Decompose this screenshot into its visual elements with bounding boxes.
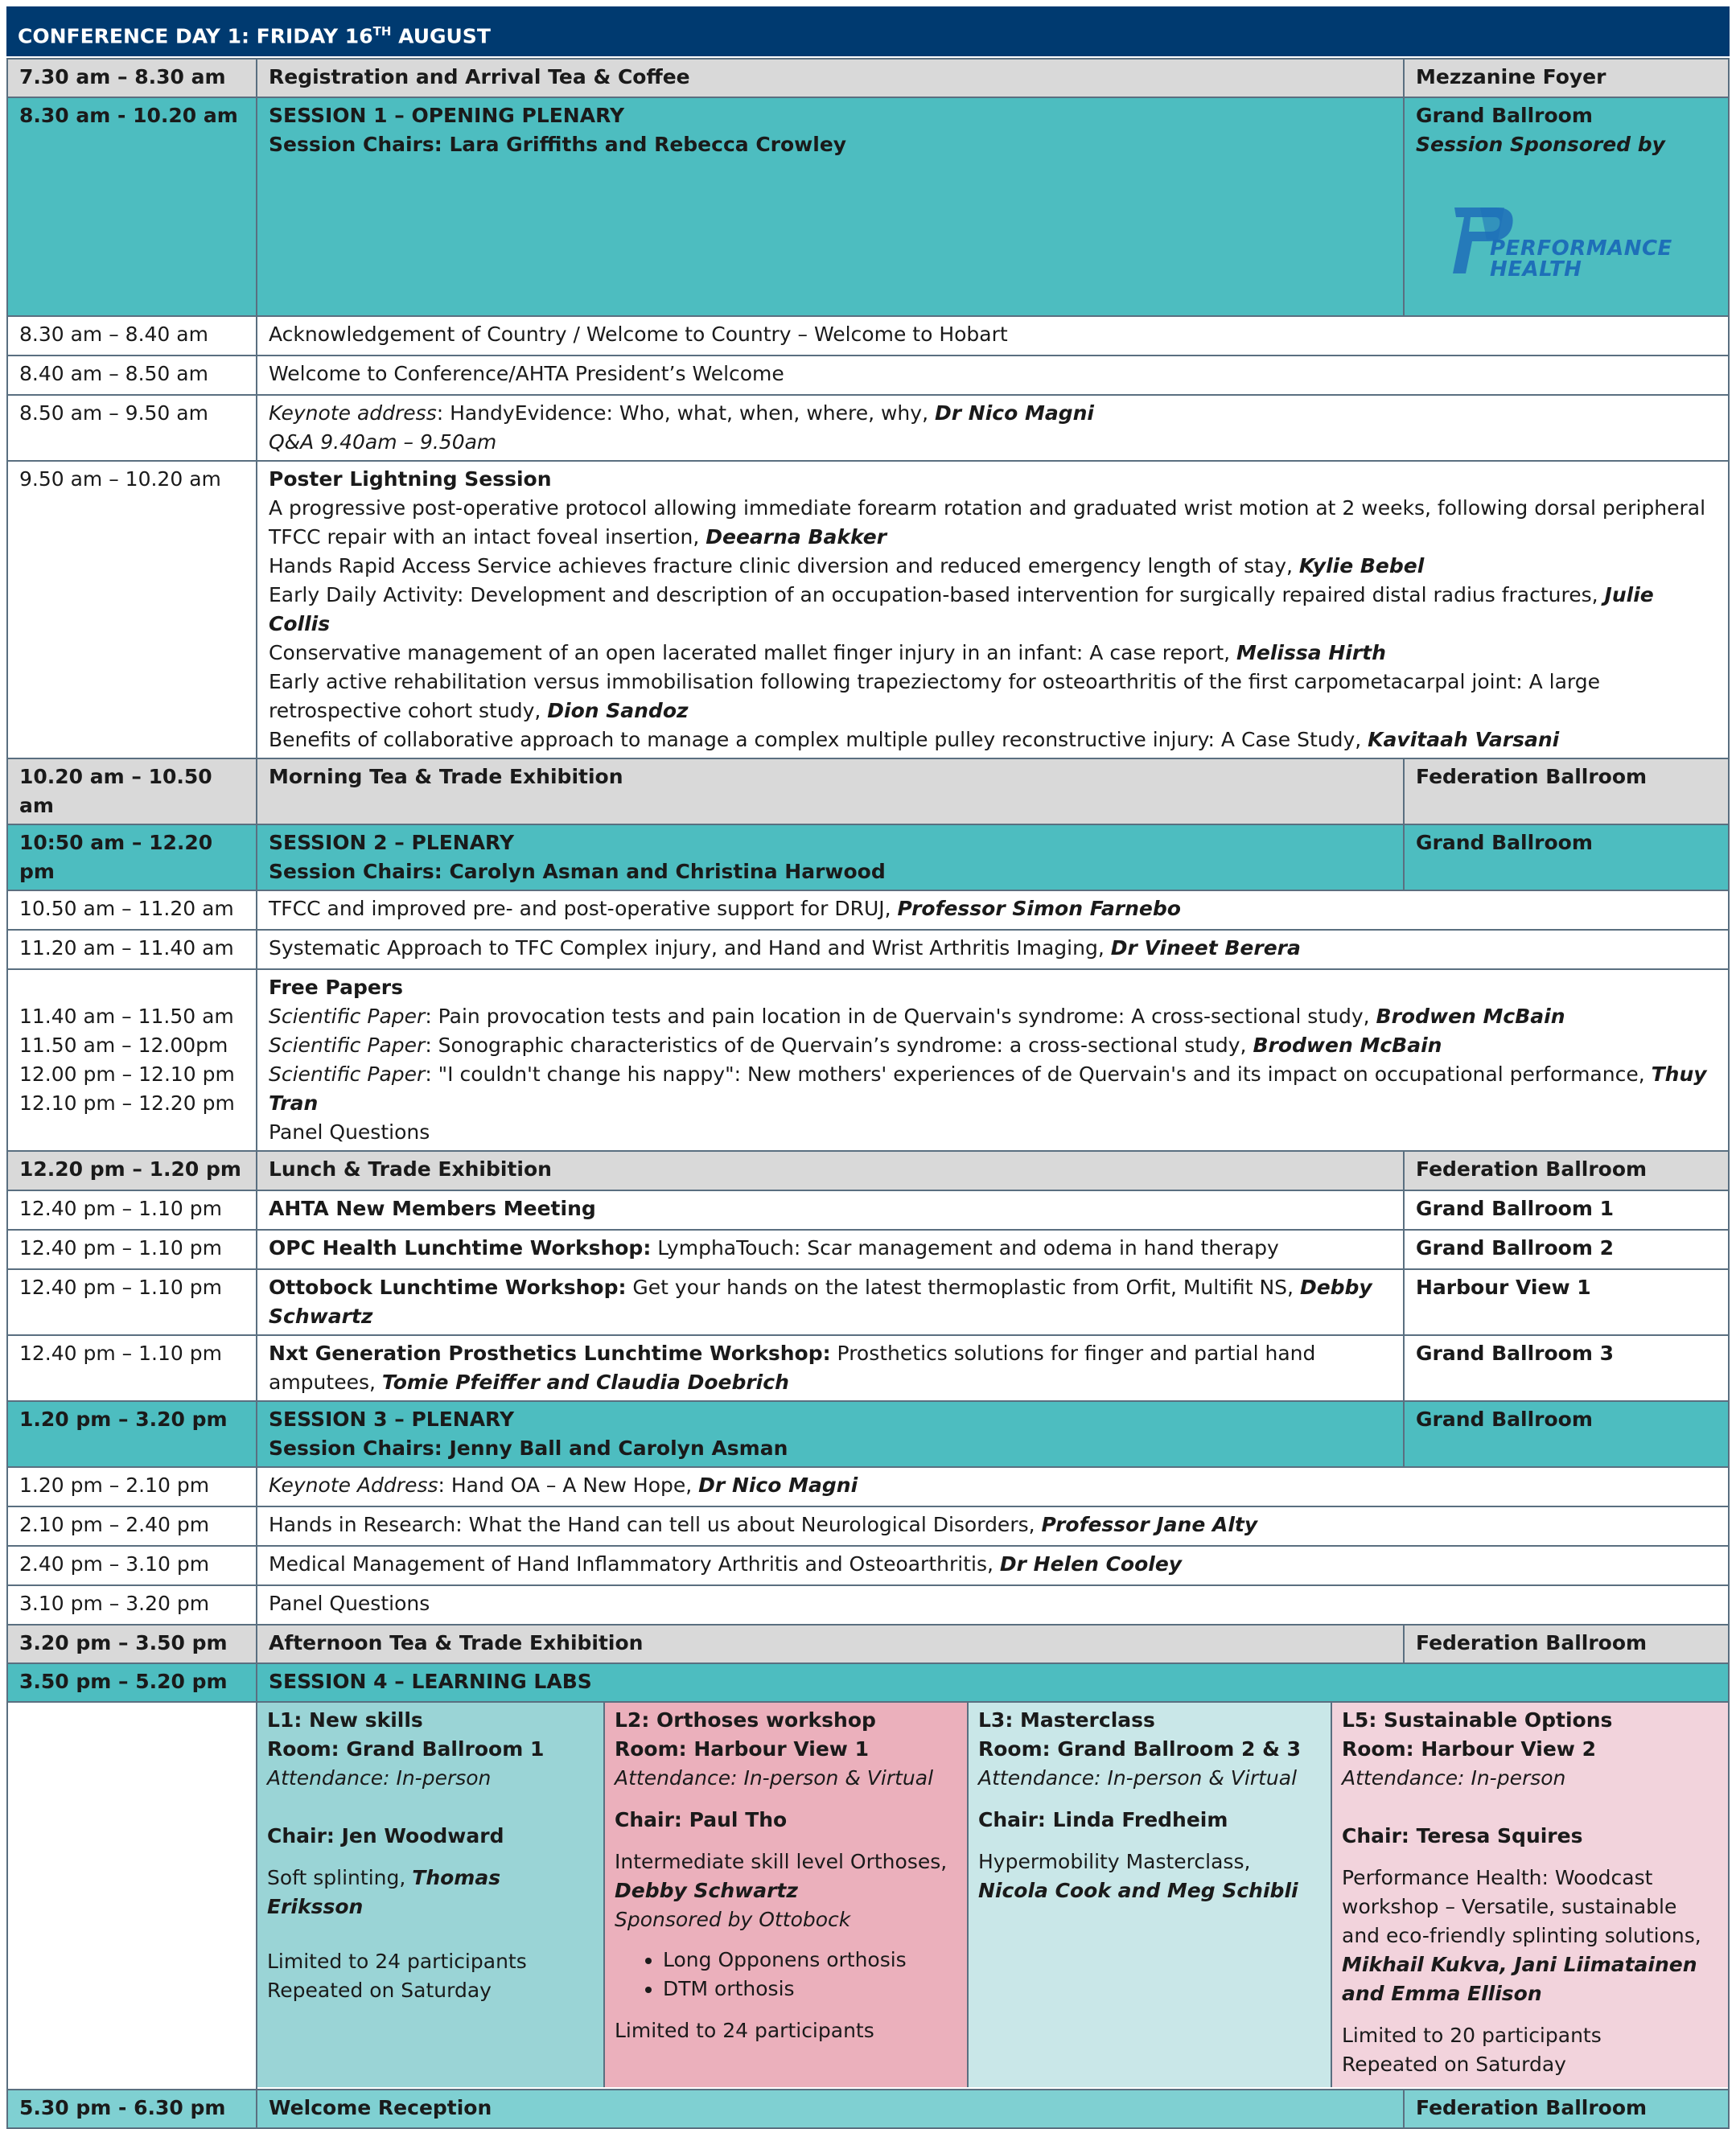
time-cell: 12.40 pm – 1.10 pm <box>7 1190 257 1230</box>
schedule-row <box>7 1269 1729 1335</box>
room-cell: Federation Ballroom <box>1404 758 1729 824</box>
time-cell: 8.50 am – 9.50 am <box>7 395 257 461</box>
speaker-name: Dion Sandoz <box>547 699 689 722</box>
workshop-text: LymphaTouch: Scar management and odema in hand therapy <box>651 1236 1279 1260</box>
session-title: SESSION 2 – PLENARY <box>269 831 515 854</box>
poster-item <box>269 639 1717 668</box>
free-papers-title: Free Papers <box>269 976 404 999</box>
room-cell: Harbour View 1 <box>1404 1269 1729 1335</box>
schedule-row <box>7 1335 1729 1401</box>
time-cell: 10.50 am – 11.20 am <box>7 890 257 930</box>
event-cell: AHTA New Members Meeting <box>257 1190 1404 1230</box>
speaker-name: Dr Nico Magni <box>698 1473 858 1497</box>
lab-attendance: Attendance: In-person <box>267 1766 492 1790</box>
paper-title: : "I couldn't change his nappy": New mothers' experiences of de Quervain's and its impact on occupational performance, <box>425 1062 1652 1086</box>
session-chairs: Session Chairs: Lara Griffiths and Rebecca Crowley <box>269 133 847 156</box>
labs-grid <box>257 1703 1728 2087</box>
speaker-name: Kylie Bebel <box>1298 554 1425 577</box>
poster-text: Hands Rapid Access Service achieves fracture clinic diversion and reduced emergency length of stay, <box>269 554 1299 577</box>
speaker-name: Mikhail Kukva, Jani Liimatainen and Emma Ellison <box>1342 1953 1697 2005</box>
workshop-name: Nxt Generation Prosthetics Lunchtime Workshop: <box>269 1342 831 1365</box>
lab-topic <box>267 1864 594 1921</box>
event-cell: Lunch & Trade Exhibition <box>257 1151 1404 1190</box>
speaker-name: Dr Nico Magni <box>934 401 1094 425</box>
speaker-name: Dr Helen Cooley <box>999 1552 1183 1576</box>
room-cell: Federation Ballroom <box>1404 1625 1729 1663</box>
session-chairs: Session Chairs: Carolyn Asman and Christina Harwood <box>269 860 886 883</box>
lab-sponsor: Sponsored by Ottobock <box>615 1908 851 1931</box>
lab-limit: Limited to 24 participants <box>267 1950 527 1973</box>
time-cell: 12.40 pm – 1.10 pm <box>7 1335 257 1401</box>
logo-text-line1: PERFORMANCE <box>1490 236 1672 261</box>
speaker-name: Brodwen McBain <box>1253 1034 1442 1057</box>
time-cell: 2.40 pm – 3.10 pm <box>7 1546 257 1585</box>
header-title-sup: TH <box>372 24 392 39</box>
sponsor-label: Session Sponsored by <box>1416 133 1665 156</box>
speaker-name: Thomas Eriksson <box>267 1866 501 1918</box>
time-cell: 3.10 pm – 3.20 pm <box>7 1585 257 1625</box>
schedule-row <box>7 890 1729 930</box>
paper-time: 12.00 pm – 12.10 pm <box>19 1062 235 1086</box>
room-cell: Mezzanine Foyer <box>1404 59 1729 97</box>
schedule-row <box>7 1546 1729 1585</box>
poster-item <box>269 494 1717 552</box>
keynote-label: Keynote Address <box>269 1473 438 1497</box>
speaker-name: Nicola Cook and Meg Schibli <box>978 1879 1298 1902</box>
paper-title: : Sonographic characteristics of de Quervain’s syndrome: a cross-sectional study, <box>425 1034 1253 1057</box>
paper-item <box>269 1002 1717 1031</box>
event-cell <box>257 395 1729 461</box>
schedule-row <box>7 59 1729 97</box>
paper-item <box>269 1031 1717 1060</box>
schedule-row <box>7 969 1729 1151</box>
lab-chair: Chair: Jen Woodward <box>267 1824 504 1847</box>
time-cell: 8.40 am – 8.50 am <box>7 356 257 395</box>
room-cell: Grand Ballroom <box>1404 824 1729 890</box>
speaker-name: Julie Collis <box>269 583 1654 635</box>
lab-chair: Chair: Teresa Squires <box>1342 1824 1583 1847</box>
talk-title: Medical Management of Hand Inflammatory Arthritis and Osteoarthritis, <box>269 1552 1000 1576</box>
lab-l2 <box>605 1703 969 2087</box>
session-cell: SESSION 4 – LEARNING LABS <box>257 1663 1729 1702</box>
lab-title: L1: New skills <box>267 1708 423 1732</box>
lab-attendance: Attendance: In-person & Virtual <box>615 1766 934 1790</box>
poster-session-title: Poster Lightning Session <box>269 467 552 491</box>
lab-limit: Limited to 24 participants <box>615 2019 874 2042</box>
event-cell <box>257 890 1729 930</box>
session-title: SESSION 3 – PLENARY <box>269 1408 515 1431</box>
time-cell: 3.50 pm – 5.20 pm <box>7 1663 257 1702</box>
paper-title: : Pain provocation tests and pain location in de Quervain's syndrome: A cross-sectional study, <box>425 1005 1376 1028</box>
poster-text: Early Daily Activity: Development and description of an occupation-based intervention for surgically repaired distal radius fractures, <box>269 583 1605 606</box>
talk-title: Hands in Research: What the Hand can tell us about Neurological Disorders, <box>269 1513 1042 1536</box>
event-cell <box>257 1335 1404 1401</box>
schedule-row <box>7 1151 1729 1190</box>
event-cell <box>257 969 1729 1151</box>
session-chairs: Session Chairs: Jenny Ball and Carolyn Asman <box>269 1436 788 1460</box>
lab-room: Room: Harbour View 1 <box>615 1737 870 1761</box>
lab-title: L5: Sustainable Options <box>1342 1708 1613 1732</box>
lab-bullet-list <box>615 1946 957 2004</box>
poster-item <box>269 581 1717 639</box>
header-title-pre: CONFERENCE DAY 1: FRIDAY 16 <box>18 24 373 48</box>
event-cell <box>257 1506 1729 1546</box>
workshop-name: Ottobock Lunchtime Workshop: <box>269 1276 627 1299</box>
lab-topic-text: Hypermobility Masterclass, <box>978 1850 1251 1873</box>
event-cell: Acknowledgement of Country / Welcome to Country – Welcome to Hobart <box>257 316 1729 356</box>
event-cell <box>257 1230 1404 1269</box>
room-cell: Federation Ballroom <box>1404 1151 1729 1190</box>
schedule-row <box>7 356 1729 395</box>
time-cell: 2.10 pm – 2.40 pm <box>7 1506 257 1546</box>
schedule-row <box>7 1625 1729 1663</box>
room-cell: Grand Ballroom 1 <box>1404 1190 1729 1230</box>
time-cell: 12.40 pm – 1.10 pm <box>7 1269 257 1335</box>
keynote-text: : HandyEvidence: Who, what, when, where, why, <box>436 401 935 425</box>
bullet-item: • DTM orthosis <box>663 1975 957 2004</box>
time-cell: 1.20 pm – 3.20 pm <box>7 1401 257 1467</box>
logo-wordmark <box>1490 238 1672 280</box>
speaker-name: Brodwen McBain <box>1376 1005 1565 1028</box>
schedule-row <box>7 1585 1729 1625</box>
lab-attendance: Attendance: In-person <box>1342 1766 1566 1790</box>
poster-item <box>269 552 1717 581</box>
room-cell: Grand Ballroom 3 <box>1404 1335 1729 1401</box>
schedule-row <box>7 316 1729 356</box>
schedule-table <box>6 58 1730 2129</box>
time-cell: 11.20 am – 11.40 am <box>7 930 257 969</box>
schedule-row <box>7 1401 1729 1467</box>
logo-text-line2: HEALTH <box>1490 257 1582 282</box>
time-cell: 8.30 am – 8.40 am <box>7 316 257 356</box>
paper-type: Scientific Paper <box>269 1034 426 1057</box>
lab-title: L3: Masterclass <box>978 1708 1155 1732</box>
poster-text: Benefits of collaborative approach to manage a complex multiple pulley reconstructive injury: A Case Study, <box>269 728 1368 751</box>
session-cell <box>257 824 1404 890</box>
lab-topic <box>1342 1864 1718 2008</box>
time-cell: 12.40 pm – 1.10 pm <box>7 1230 257 1269</box>
time-cell: 10:50 am – 12.20 pm <box>7 824 257 890</box>
schedule-row <box>7 461 1729 758</box>
schedule-row <box>7 1230 1729 1269</box>
speaker-name: Debby Schwartz <box>269 1276 1372 1328</box>
workshop-name: OPC Health Lunchtime Workshop: <box>269 1236 652 1260</box>
event-cell: Welcome Reception <box>257 2090 1404 2128</box>
keynote-label: Keynote address <box>269 401 437 425</box>
bullet-item: • Long Opponens orthosis <box>663 1946 957 1975</box>
time-cell: 12.20 pm – 1.20 pm <box>7 1151 257 1190</box>
paper-type: Scientific Paper <box>269 1062 426 1086</box>
event-cell: Panel Questions <box>257 1585 1729 1625</box>
learning-labs-row <box>7 1702 1729 2090</box>
speaker-name: Melissa Hirth <box>1236 641 1386 664</box>
time-cell: 1.20 pm – 2.10 pm <box>7 1467 257 1506</box>
schedule-row <box>7 97 1729 316</box>
lab-repeat: Repeated on Saturday <box>1342 2053 1566 2076</box>
talk-title: TFCC and improved pre- and post-operative support for DRUJ, <box>269 897 898 920</box>
event-cell <box>257 930 1729 969</box>
program-page <box>6 6 1730 2119</box>
speaker-name: Deearna Bakker <box>706 525 887 549</box>
keynote-line <box>269 399 1717 428</box>
lab-chair: Chair: Paul Tho <box>615 1808 788 1831</box>
poster-text: A progressive post-operative protocol allowing immediate forearm rotation and graduated wrist motion at 2 weeks, following dorsal peripheral TFCC repair with an intact foveal insertion, <box>269 496 1706 549</box>
schedule-row <box>7 1663 1729 1702</box>
lab-l5 <box>1332 1703 1728 2087</box>
lab-topic <box>978 1847 1321 1905</box>
lab-topic-text: Performance Health: Woodcast workshop – Versatile, sustainable and eco-friendly splinting solutions, <box>1342 1866 1701 1947</box>
event-cell: Afternoon Tea & Trade Exhibition <box>257 1625 1404 1663</box>
schedule-row <box>7 2090 1729 2128</box>
labs-cell <box>257 1702 1729 2090</box>
speaker-name: Debby Schwartz <box>615 1879 798 1902</box>
room-cell <box>1404 97 1729 316</box>
lab-chair: Chair: Linda Fredheim <box>978 1808 1228 1831</box>
event-cell <box>257 1546 1729 1585</box>
lab-room: Room: Grand Ballroom 2 & 3 <box>978 1737 1301 1761</box>
paper-item <box>269 1060 1717 1118</box>
schedule-row <box>7 1467 1729 1506</box>
lab-l1 <box>257 1703 605 2087</box>
event-cell <box>257 461 1729 758</box>
room-cell: Grand Ballroom 2 <box>1404 1230 1729 1269</box>
poster-text: Early active rehabilitation versus immobilisation following trapeziectomy for osteoarthritis of the first carpometacarpal joint: A large retrospective cohort study, <box>269 670 1600 722</box>
poster-item <box>269 668 1717 725</box>
schedule-row <box>7 1190 1729 1230</box>
speaker-name: Tomie Pfeiffer and Claudia Doebrich <box>381 1371 789 1394</box>
schedule-row <box>7 1506 1729 1546</box>
lab-topic-text: Intermediate skill level Orthoses, <box>615 1850 948 1873</box>
lab-repeat: Repeated on Saturday <box>267 1979 492 2002</box>
time-cell-empty <box>7 1702 257 2090</box>
lab-topic <box>615 1847 957 1905</box>
session-cell <box>257 97 1404 316</box>
time-cell: 7.30 am – 8.30 am <box>7 59 257 97</box>
schedule-row <box>7 758 1729 824</box>
day-header <box>6 6 1730 56</box>
room-cell: Federation Ballroom <box>1404 2090 1729 2128</box>
qa-time: Q&A 9.40am – 9.50am <box>269 430 497 454</box>
workshop-text: Prosthetics solutions for finger and partial hand amputees, <box>269 1342 1316 1394</box>
speaker-name: Professor Simon Farnebo <box>897 897 1181 920</box>
lab-room: Room: Grand Ballroom 1 <box>267 1737 545 1761</box>
lab-attendance: Attendance: In-person & Virtual <box>978 1766 1298 1790</box>
room-cell: Grand Ballroom <box>1404 1401 1729 1467</box>
speaker-name: Thuy Tran <box>269 1062 1707 1115</box>
paper-type: Scientific Paper <box>269 1005 426 1028</box>
header-title-post: AUGUST <box>391 24 491 48</box>
paper-time: 11.50 am – 12.00pm <box>19 1034 228 1057</box>
event-cell: Registration and Arrival Tea & Coffee <box>257 59 1404 97</box>
talk-title: : Hand OA – A New Hope, <box>438 1473 699 1497</box>
session-cell <box>257 1401 1404 1467</box>
speaker-name: Dr Vineet Berera <box>1110 936 1301 960</box>
panel-questions: Panel Questions <box>269 1120 430 1144</box>
time-cell: 8.30 am - 10.20 am <box>7 97 257 316</box>
event-cell: Morning Tea & Trade Exhibition <box>257 758 1404 824</box>
lab-l3 <box>969 1703 1332 2087</box>
time-cell: 5.30 pm - 6.30 pm <box>7 2090 257 2128</box>
time-cell: 10.20 am – 10.50 am <box>7 758 257 824</box>
lab-limit: Limited to 20 participants <box>1342 2024 1602 2047</box>
paper-time: 11.40 am – 11.50 am <box>19 1005 234 1028</box>
room-name: Grand Ballroom <box>1416 104 1593 127</box>
poster-item <box>269 725 1717 754</box>
time-cell <box>7 969 257 1151</box>
workshop-text: Get your hands on the latest thermoplastic from Orfit, Multifit NS, <box>626 1276 1300 1299</box>
performance-health-logo <box>1448 199 1681 288</box>
event-cell <box>257 1269 1404 1335</box>
talk-title: Systematic Approach to TFC Complex injury, and Hand and Wrist Arthritis Imaging, <box>269 936 1111 960</box>
time-cell: 9.50 am – 10.20 am <box>7 461 257 758</box>
paper-time: 12.10 pm – 12.20 pm <box>19 1091 235 1115</box>
poster-text: Conservative management of an open lacerated mallet finger injury in an infant: A case report, <box>269 641 1237 664</box>
lab-room: Room: Harbour View 2 <box>1342 1737 1597 1761</box>
lab-title: L2: Orthoses workshop <box>615 1708 876 1732</box>
schedule-row <box>7 395 1729 461</box>
speaker-name: Professor Jane Alty <box>1041 1513 1258 1536</box>
event-cell: Welcome to Conference/AHTA President’s Welcome <box>257 356 1729 395</box>
lab-topic-text: Soft splinting, <box>267 1866 413 1889</box>
session-title: SESSION 1 – OPENING PLENARY <box>269 104 625 127</box>
schedule-row <box>7 824 1729 890</box>
schedule-row <box>7 930 1729 969</box>
speaker-name: Kavitaah Varsani <box>1368 728 1560 751</box>
event-cell <box>257 1467 1729 1506</box>
time-cell: 3.20 pm – 3.50 pm <box>7 1625 257 1663</box>
